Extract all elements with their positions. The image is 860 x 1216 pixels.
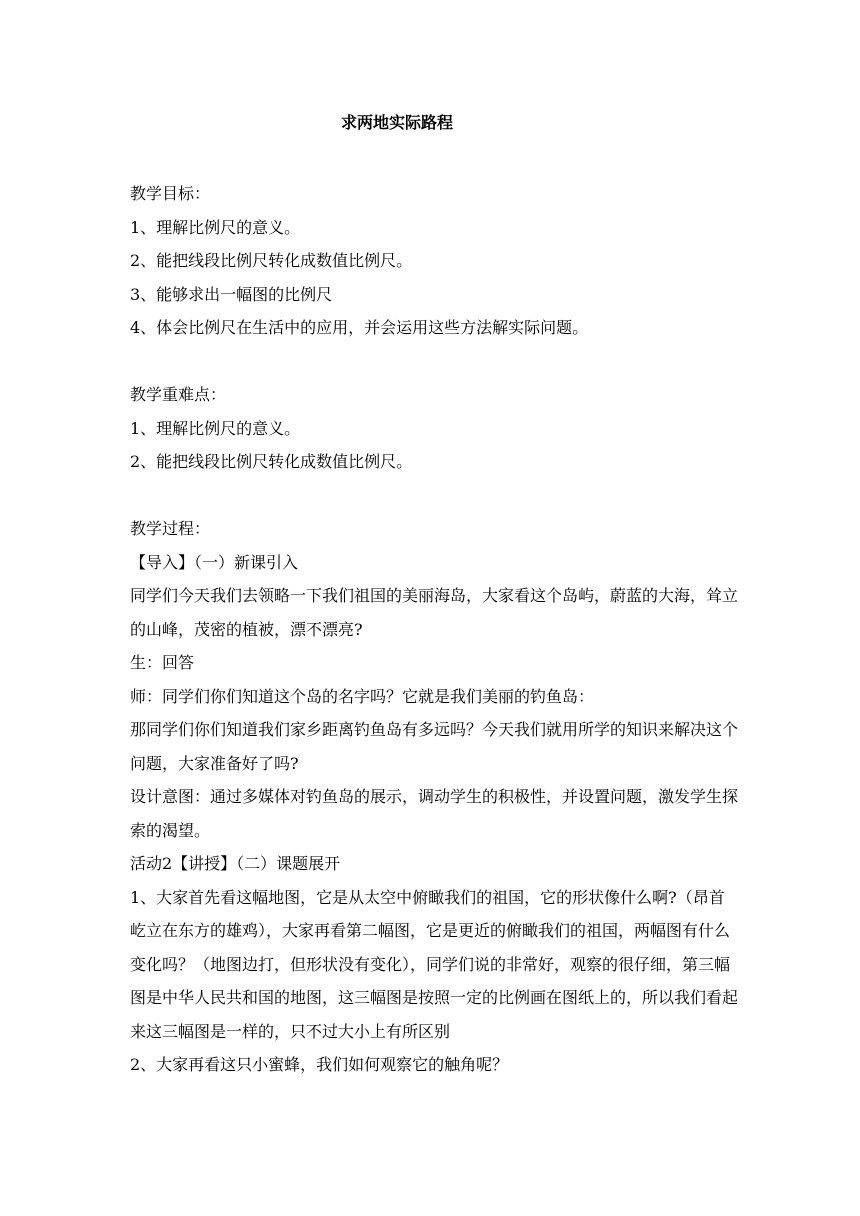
section-spacer [130,479,740,513]
process-paragraph-activity-heading: 活动2【讲授】（二）课题展开 [130,854,341,873]
document-body [130,177,740,1082]
process-heading: 教学过程： [130,519,211,538]
objective-item-1: 1、理解比例尺的意义。 [130,217,301,237]
key-points-heading: 教学重难点： [130,385,227,404]
process-paragraph-teacher: 师：同学们你们知道这个岛的名字吗？它就是我们美丽的钓鱼岛： [130,686,595,706]
process-paragraph-student: 生：回答 [130,653,195,672]
key-point-item-2: 2、能把线段比例尺转化成数值比例尺。 [130,452,413,471]
process-paragraph-intro: 同学们今天我们去领略一下我们祖国的美丽海岛，大家看这个岛屿，蔚蓝的大海，耸立的山峰，茂密的植被，漂不漂亮? [130,586,739,639]
process-paragraph-bee: 2、大家再看这只小蜜蜂，我们如何观察它的触角呢？ [130,1055,509,1074]
objective-item-3: 3、能够求出一幅图的比例尺 [130,284,333,304]
process-paragraph-map: 1、大家首先看这幅地图，它是从太空中俯瞰我们的祖国，它的形状像什么啊?（昂首屹立在东方的雄鸡），大家再看第二幅图，它是更近的俯瞰我们的祖国，两幅图有什么变化吗？（地图边打，但形状没有变化），同学们说的非常好，观察的很仔细，第三幅图是中华人民共和国的地图，这三幅图是按照一定的比例画在图纸上的，所以我们看起来这三幅图是一样的，只不过大小上有所区别 [130,887,739,1041]
process-paragraph-intro-heading: 【导入】（一）新课引入 [130,552,299,572]
objective-item-2: 2、能把线段比例尺转化成数值比例尺。 [130,251,413,270]
objectives-heading: 教学目标： [130,184,211,203]
section-spacer [130,345,740,379]
objective-item-4: 4、体会比例尺在生活中的应用，并会运用这些方法解实际问题。 [130,318,589,337]
process-paragraph-design-intent: 设计意图：通过多媒体对钓鱼岛的展示，调动学生的积极性，并设置问题，激发学生探索的渴望。 [130,787,739,840]
process-paragraph-question: 那同学们你们知道我们家乡距离钓鱼岛有多远吗？今天我们就用所学的知识来解决这个问题，大家准备好了吗? [130,720,739,773]
document-title: 求两地实际路程 [340,113,453,132]
key-point-item-1: 1、理解比例尺的意义。 [130,418,301,438]
